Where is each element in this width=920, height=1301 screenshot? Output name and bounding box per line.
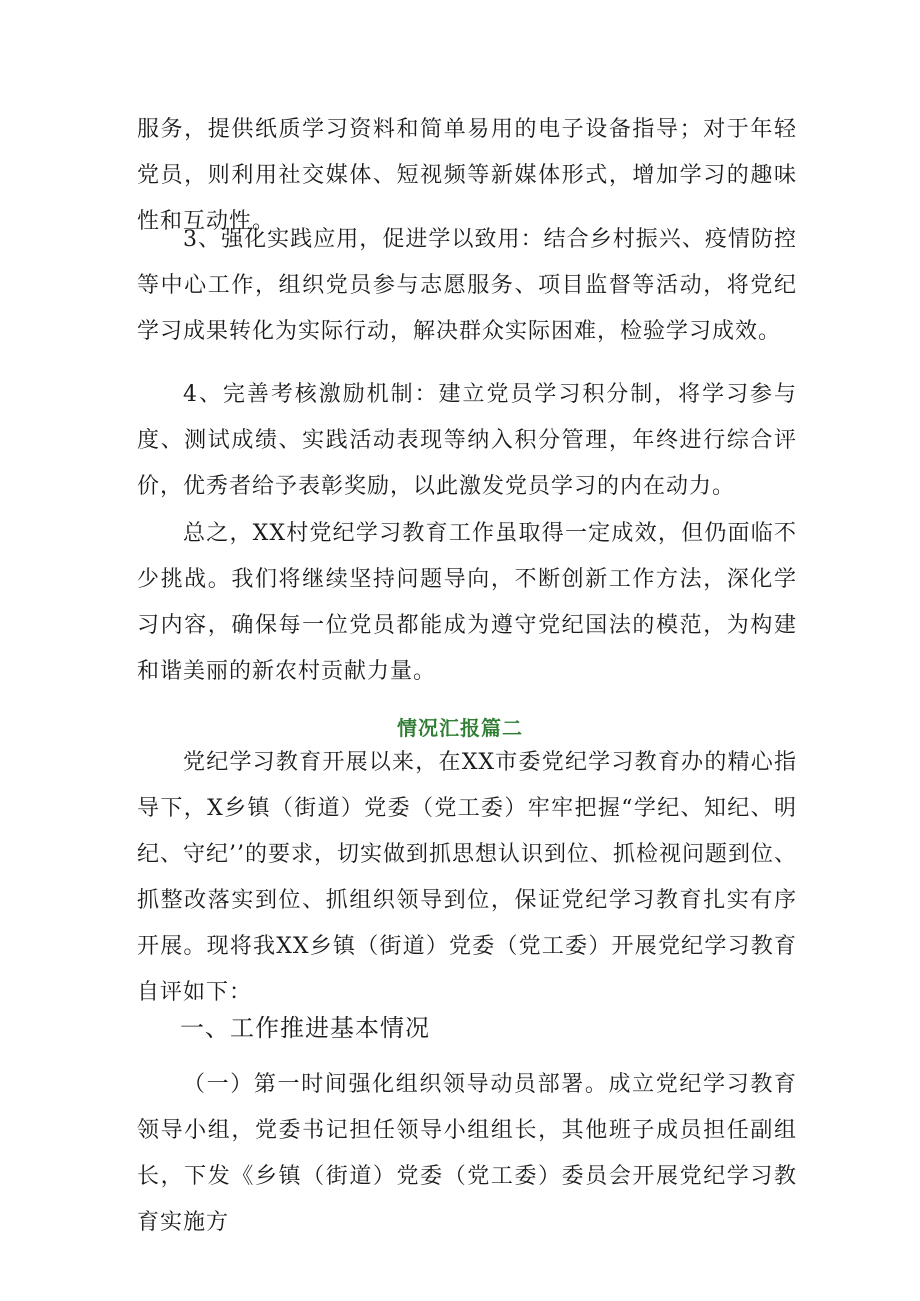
paragraph-subsection-one: （一）第一时间强化组织领导动员部署。成立党纪学习教育领导小组，党委书记担任领导小组组长，其他班子成员担任副组长，下发《乡镇（街道）党委（党工委）委员会开展党纪学习教育实施方 [137,1072,797,1235]
section-title: 情况汇报篇二 [397,716,523,740]
paragraph-item-4: 4、完善考核激励机制：建立党员学习积分制，将学习参与度、测试成绩、实践活动表现等纳入积分管理，年终进行综合评价，优秀者给予表彰奖励，以此激发党员学习的内在动力。 [137,382,797,499]
paragraph-summary: 总之，XX村党纪学习教育工作虽取得一定成效，但仍面临不少挑战。我们将继续坚持问题导向，不断创新工作方法，深化学习内容，确保每一位党员都能成为遵守党纪国法的模范，为构建和谐美丽的新农村贡献力量。 [137,521,797,684]
paragraph-intro: 党纪学习教育开展以来，在XX市委党纪学习教育办的精心指导下，X乡镇（街道）党委（党工委）牢牢把握“学纪、知纪、明纪、守纪’’的要求，切实做到抓思想认识到位、抓检视问题到位、抓整改落实到位、抓组织领导到位，保证党纪学习教育扎实有序开展。现将我XX乡镇（街道）党委（党工委）开展党纪学习教育自评如下： [137,750,797,1005]
heading-section-one: 一、工作推进基本情况 [180,1014,430,1042]
paragraph-continuation: 服务，提供纸质学习资料和简单易用的电子设备指导；对于年轻党员，则利用社交媒体、短视频等新媒体形式，增加学习的趣味性和互动性。 [137,117,797,234]
paragraph-item-3: 3、强化实践应用，促进学以致用：结合乡村振兴、疫情防控等中心工作，组织党员参与志愿服务、项目监督等活动，将党纪学习成果转化为实际行动，解决群众实际困难，检验学习成效。 [137,227,797,344]
